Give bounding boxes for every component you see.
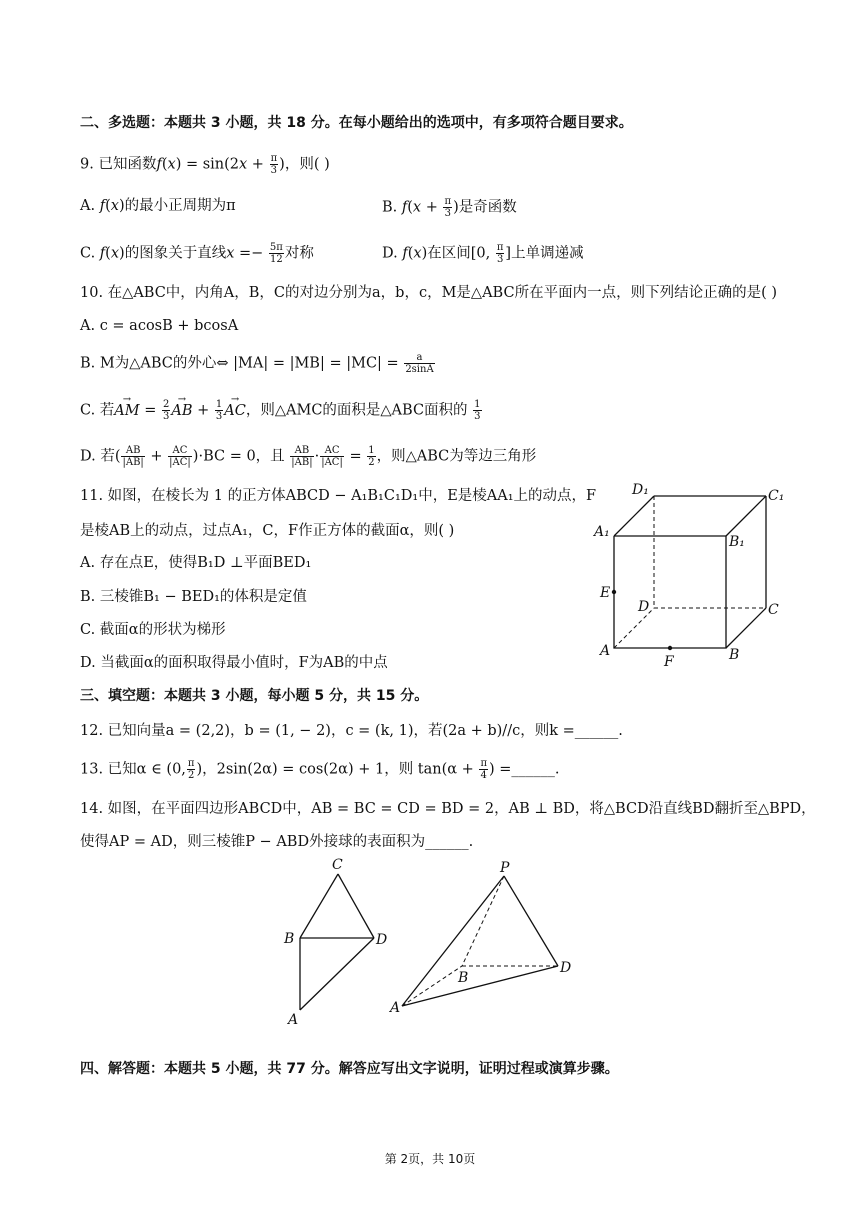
tetra-label-d: D xyxy=(560,960,572,976)
q11-option-c: C. 截面α的形状为梯形 xyxy=(80,622,226,638)
page-footer: 第 2页，共 10页 xyxy=(384,1152,476,1166)
quadrilateral-figure xyxy=(278,852,401,1032)
cube-figure xyxy=(590,478,790,673)
flat-label-c: C xyxy=(332,857,343,873)
label-b: B xyxy=(729,647,740,663)
tetra-label-b: B xyxy=(458,970,469,986)
label-d1: D₁ xyxy=(632,482,649,498)
q10-option-a: A. c = acosB + bcosA xyxy=(80,318,239,334)
tetra-label-p: P xyxy=(500,860,510,876)
section4-heading: 四、解答题：本题共 5 小题，共 77 分。解答应写出文字说明，证明过程或演算步骤。 xyxy=(80,1061,619,1077)
flat-label-d: D xyxy=(376,932,388,948)
point-f xyxy=(668,646,672,650)
q10-stem: 10. 在△ABC中，内角A，B，C的对边分别为a，b，c，M是△ABC所在平面内一点，则下列结论正确的是( ) xyxy=(80,285,777,301)
label-a1: A₁ xyxy=(594,524,610,540)
q9-option-b: B. f(x + $\frac{\pi}{3}$ )是奇函数 xyxy=(382,196,517,219)
flat-label-a: A xyxy=(288,1012,299,1028)
q10-option-b: B. M为△ABC的外心⇔ |MA| = |MB| = |MC| = $\frac{a}{2\sin A}$ xyxy=(80,352,434,375)
q9-option-c: C. f(x)的图象关于直线x =− $\frac{5\pi}{12}$ 对称 xyxy=(80,242,314,265)
label-c1: C₁ xyxy=(768,488,785,504)
label-e: E xyxy=(600,585,611,601)
q11-option-b: B. 三棱锥B₁ − BED₁的体积是定值 xyxy=(80,589,307,605)
q11-option-d: D. 当截面α的面积取得最小值时，F为AB的中点 xyxy=(80,655,388,671)
label-f: F xyxy=(664,654,674,670)
label-d: D xyxy=(638,599,650,615)
q11-option-a: A. 存在点E，使得B₁D ⊥平面BED₁ xyxy=(80,555,312,571)
point-e xyxy=(612,590,616,594)
label-b1: B₁ xyxy=(729,534,745,550)
q13: 13. 已知α ∈ (0, $\frac{\pi}{2}$ )，2sin(2α) = cos(2α) + 1，则 tan(α + $\frac{\pi}{4}$ ) =______. xyxy=(80,758,560,781)
section3-heading: 三、填空题：本题共 3 小题，每小题 5 分，共 15 分。 xyxy=(80,688,429,704)
q11-line2: 是棱AB上的动点，过点A₁，C，F作正方体的截面α，则( ) xyxy=(80,523,455,539)
flat-label-b: B xyxy=(284,931,295,947)
q9-option-a: A. f(x)的最小正周期为π xyxy=(80,198,236,214)
q14-line1: 14. 如图，在平面四边形ABCD中，AB = BC = CD = BD = 2，AB ⊥ BD，将△BCD沿直线BD翻折至△BPD， xyxy=(80,801,816,817)
label-c: C xyxy=(768,602,779,618)
q9-stem: 9. 已知函数f(x) = sin(2x + $\frac{\pi}{3}$ )，则( ) xyxy=(80,153,330,176)
q10-option-d: D. 若( $\frac{AB}{|AB|}$ + $\frac{AC}{|AC|}$ )·BC = 0，且 $\frac{AB}{|AB|}$ · $\frac{AC}{|AC|}$ = $\frac{1}{2}$ ，则△ABC为等边三角形 xyxy=(80,445,537,468)
tetrahedron-figure xyxy=(388,860,588,1020)
label-a: A xyxy=(600,643,611,659)
q9-option-d: D. f(x)在区间[0, $\frac{\pi}{3}$ ]上单调递减 xyxy=(382,242,584,265)
section2-heading: 二、多选题：本题共 3 小题，共 18 分。在每小题给出的选项中，有多项符合题目要求。 xyxy=(80,115,633,131)
q10-option-c: C. 若→ AM = $\frac{2}{3}$ → AB + $\frac{1}{3}$ → AC，则△AMC的面积是△ABC面积的 $\frac{1}{3}$ xyxy=(80,399,483,422)
tetra-label-a: A xyxy=(390,1000,401,1016)
q14-line2: 使得AP = AD，则三棱锥P − ABD外接球的表面积为______. xyxy=(80,834,474,850)
q11-line1: 11. 如图，在棱长为 1 的正方体ABCD − A₁B₁C₁D₁中，E是棱AA₁上的动点，F xyxy=(80,488,597,504)
q12: 12. 已知向量a = (2,2)，b = (1, − 2)，c = (k, 1)，若(2a + b)//c，则k =______. xyxy=(80,723,623,739)
